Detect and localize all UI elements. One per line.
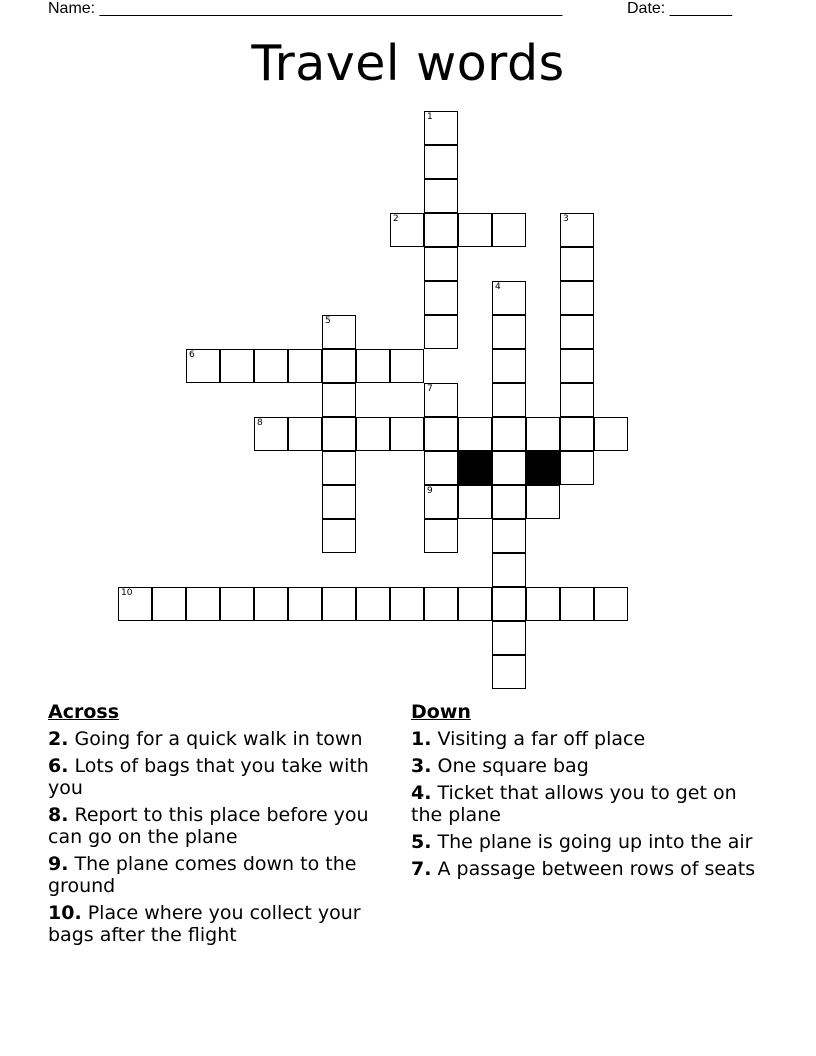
grid-cell[interactable] <box>322 519 356 553</box>
grid-cell[interactable] <box>390 213 424 247</box>
grid-cell[interactable] <box>288 417 322 451</box>
grid-cell[interactable] <box>560 383 594 417</box>
across-clue <box>48 902 393 946</box>
grid-cell[interactable] <box>560 315 594 349</box>
down-clue <box>411 755 756 777</box>
grid-cell[interactable] <box>322 587 356 621</box>
cell-number: 5 <box>325 316 331 326</box>
grid-cell[interactable] <box>186 587 220 621</box>
grid-cell[interactable] <box>424 247 458 281</box>
grid-cell[interactable] <box>492 553 526 587</box>
grid-cell[interactable] <box>458 417 492 451</box>
grid-cell[interactable] <box>390 417 424 451</box>
grid-cell[interactable] <box>492 587 526 621</box>
black-cell <box>526 451 560 485</box>
grid-cell[interactable] <box>458 213 492 247</box>
grid-cell[interactable] <box>424 145 458 179</box>
grid-cell[interactable] <box>560 451 594 485</box>
grid-cell[interactable] <box>560 349 594 383</box>
down-clue <box>411 782 756 826</box>
down-heading: Down <box>411 701 471 723</box>
clue-text: The plane comes down to the ground <box>48 853 357 897</box>
page-title: Travel words <box>251 35 565 92</box>
cell-number: 1 <box>427 112 433 122</box>
grid-cell[interactable] <box>152 587 186 621</box>
cell-number: 2 <box>393 214 399 224</box>
grid-cell[interactable] <box>492 417 526 451</box>
clue-text: Visiting a far off place <box>431 728 646 750</box>
grid-cell[interactable] <box>254 587 288 621</box>
grid-cell[interactable] <box>492 485 526 519</box>
grid-cell[interactable] <box>424 281 458 315</box>
clue-text: A passage between rows of seats <box>431 858 756 880</box>
grid-cell[interactable] <box>492 621 526 655</box>
grid-cell[interactable] <box>424 519 458 553</box>
grid-cell[interactable] <box>288 349 322 383</box>
grid-cell[interactable] <box>526 417 560 451</box>
cell-number: 3 <box>563 214 569 224</box>
black-cell <box>458 451 492 485</box>
grid-cell[interactable] <box>424 451 458 485</box>
grid-cell[interactable] <box>526 587 560 621</box>
clue-number: 4. <box>411 782 432 804</box>
grid-cell[interactable] <box>594 587 628 621</box>
clue-text: Ticket that allows you to get on the plane <box>411 782 737 826</box>
grid-cell[interactable] <box>492 213 526 247</box>
down-clue <box>411 728 756 750</box>
cell-number: 8 <box>257 418 263 428</box>
grid-cell[interactable] <box>322 451 356 485</box>
clue-text: One square bag <box>431 755 589 777</box>
grid-cell[interactable] <box>492 383 526 417</box>
grid-cell[interactable] <box>356 349 390 383</box>
grid-cell[interactable] <box>220 349 254 383</box>
clue-number: 8. <box>48 804 69 826</box>
grid-cell[interactable] <box>526 485 560 519</box>
clue-text: Going for a quick walk in town <box>68 728 363 750</box>
cell-number: 9 <box>427 486 433 496</box>
down-clue <box>411 831 756 853</box>
grid-cell[interactable] <box>356 587 390 621</box>
clue-text: Place where you collect your bags after the flight <box>48 902 361 946</box>
grid-cell[interactable] <box>424 315 458 349</box>
across-clue <box>48 728 393 750</box>
grid-cell[interactable] <box>560 417 594 451</box>
grid-cell[interactable] <box>288 587 322 621</box>
grid-cell[interactable] <box>492 315 526 349</box>
grid-cell[interactable] <box>254 349 288 383</box>
across-heading: Across <box>48 701 120 723</box>
grid-cell[interactable] <box>424 213 458 247</box>
clue-number: 3. <box>411 755 432 777</box>
grid-cell[interactable] <box>254 417 288 451</box>
grid-cell[interactable] <box>492 451 526 485</box>
grid-cell[interactable] <box>492 655 526 689</box>
clue-number: 10. <box>48 902 82 924</box>
grid-cell[interactable] <box>424 485 458 519</box>
grid-cell[interactable] <box>322 349 356 383</box>
grid-cell[interactable] <box>186 349 220 383</box>
down-clues <box>411 700 756 885</box>
cell-number: 7 <box>427 384 433 394</box>
across-clues <box>48 700 393 951</box>
grid-cell[interactable] <box>322 485 356 519</box>
grid-cell[interactable] <box>424 587 458 621</box>
grid-cell[interactable] <box>424 417 458 451</box>
grid-cell[interactable] <box>492 519 526 553</box>
clue-text: Report to this place before you can go on the plane <box>48 804 369 848</box>
clue-text: The plane is going up into the air <box>431 831 753 853</box>
down-clue <box>411 858 756 880</box>
clue-number: 9. <box>48 853 69 875</box>
grid-cell[interactable] <box>560 247 594 281</box>
clue-number: 1. <box>411 728 432 750</box>
cell-number: 10 <box>121 588 133 598</box>
grid-cell[interactable] <box>356 417 390 451</box>
date-field[interactable]: Date: _______ <box>627 0 732 17</box>
name-field[interactable]: Name: ____________________________________________________ <box>48 0 563 17</box>
grid-cell[interactable] <box>492 349 526 383</box>
grid-cell[interactable] <box>492 281 526 315</box>
grid-cell[interactable] <box>424 383 458 417</box>
clue-number: 2. <box>48 728 69 750</box>
grid-cell[interactable] <box>390 587 424 621</box>
cell-number: 6 <box>189 350 195 360</box>
grid-cell[interactable] <box>560 587 594 621</box>
grid-cell[interactable] <box>594 417 628 451</box>
grid-cell[interactable] <box>322 383 356 417</box>
grid-cell[interactable] <box>458 587 492 621</box>
grid-cell[interactable] <box>390 349 424 383</box>
across-clue <box>48 755 393 799</box>
across-clue <box>48 853 393 897</box>
clue-number: 7. <box>411 858 432 880</box>
across-clue <box>48 804 393 848</box>
grid-cell[interactable] <box>220 587 254 621</box>
clue-number: 5. <box>411 831 432 853</box>
clue-number: 6. <box>48 755 69 777</box>
grid-cell[interactable] <box>322 315 356 349</box>
grid-cell[interactable] <box>560 213 594 247</box>
grid-cell[interactable] <box>458 485 492 519</box>
grid-cell[interactable] <box>322 417 356 451</box>
grid-cell[interactable] <box>560 281 594 315</box>
grid-cell[interactable] <box>424 111 458 145</box>
cell-number: 4 <box>495 282 501 292</box>
grid-cell[interactable] <box>424 179 458 213</box>
clue-text: Lots of bags that you take with you <box>48 755 369 799</box>
grid-cell[interactable] <box>118 587 152 621</box>
